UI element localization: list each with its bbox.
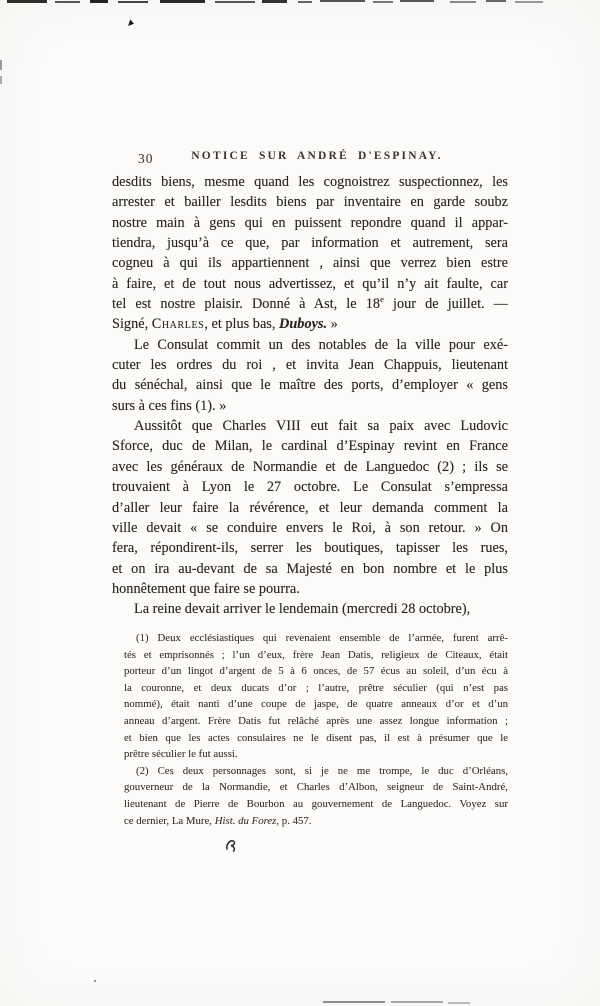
text-segment: tés et emprisonnés ; l’un d’eux, frère Jean Datis, religieux de Citeaux, était [124, 648, 508, 661]
ink-ornament [225, 838, 238, 852]
text-segment: nostre main à gens qui en puissent repondre quand il appar- [112, 214, 508, 231]
text-segment: Le Consulat commit un des notables de la ville pour exé- [134, 336, 508, 353]
text-line [124, 779, 508, 796]
text-segment: tiendra, jusqu’à ce que, par information et autrement, sera [112, 235, 508, 252]
text-line [124, 746, 508, 763]
text-line [112, 579, 508, 599]
text-line [112, 477, 508, 497]
text-segment: Aussitôt que Charles VIII eut fait sa paix avec Ludovic [134, 418, 508, 435]
text-segment: Sforce, duc de Milan, le cardinal d’Espinay revint en France [112, 438, 508, 455]
scan-artifact [90, 0, 108, 3]
scan-artifact [0, 76, 2, 84]
paragraph [112, 416, 508, 599]
text-line [124, 713, 508, 730]
text-segment: desdits biens, mesme quand les cognoistrez suspectionnez, les [112, 174, 508, 190]
text-line [112, 436, 508, 456]
scan-artifact [298, 1, 312, 3]
scan-artifact [450, 1, 476, 3]
scan-artifact [262, 0, 287, 3]
text-segment: la couronne, et deux ducats d’or ; l’autre, prêtre séculier (qui n’est pas [124, 681, 508, 694]
text-line [124, 680, 508, 697]
text-segment: jour de juillet. — [383, 296, 508, 313]
text-segment: anneau d’argent. Frère Datis fut relâché après une assez longue information ; [124, 714, 508, 727]
text-segment: , et plus bas, [204, 316, 280, 333]
scan-artifact [400, 0, 434, 2]
paragraph [112, 172, 508, 335]
scan-artifact [373, 1, 393, 3]
text-segment: cogneu à qui ils appartiennent , ainsi que verrez bien estre [112, 255, 508, 272]
text-line [124, 796, 508, 813]
text-segment: et on ira au-devant de sa Majesté en bon nombre et le plus [112, 560, 508, 577]
scan-artifact [448, 1002, 470, 1004]
text-line [112, 172, 508, 192]
page-header [112, 150, 508, 168]
text-segment: d’aller leur faire la révérence, et leur demanda comment la [112, 499, 508, 516]
text-line [124, 663, 508, 680]
scan-artifact [94, 980, 96, 982]
text-line [124, 763, 508, 780]
text-segment: nommé), était nanti d’une coupe de jaspe, de quatre anneaux d’or et d’un [124, 698, 508, 711]
text-line [112, 192, 508, 212]
text-line [112, 253, 508, 273]
squiggle-icon [225, 838, 238, 852]
text-segment: La reine devait arriver le lendemain (mercredi 28 octobre), [134, 601, 471, 618]
scan-artifact [515, 1, 543, 3]
scan-artifact [118, 1, 148, 3]
text-line [112, 518, 508, 538]
text-line [112, 538, 508, 558]
text-line [112, 213, 508, 233]
text-segment: cuter les ordres du roi , et invita Jean Chappuis, lieutenant [112, 357, 508, 374]
scan-artifact [486, 0, 506, 2]
footnotes [124, 630, 508, 829]
text-segment: honnêtement que faire se pourra. [112, 580, 300, 597]
text-line [112, 335, 508, 355]
text-line [124, 730, 508, 747]
text-line [112, 274, 508, 294]
text-segment: avec les généraux de Normandie et de Languedoc (2) ; ils se [112, 458, 508, 475]
scan-artifact [7, 0, 47, 3]
text-segment: (1) Deux ecclésiastiques qui revenaient ensemble de l’armée, furent arrê- [136, 632, 508, 644]
text-segment: Charles [151, 316, 205, 333]
text-line [124, 813, 508, 830]
text-segment: fera, répondirent-ils, serrer les boutiques, tapisser les rues, [112, 540, 508, 557]
running-title: NOTICE SUR ANDRÉ D'ESPINAY. [191, 150, 443, 162]
text-line [112, 294, 508, 314]
footnote [124, 763, 508, 829]
page-number: 30 [138, 151, 154, 166]
text-segment: ville devait « se conduire envers le Roi, à son retour. » On [112, 519, 508, 536]
text-segment: Signé, [112, 316, 152, 333]
text-segment: p. 457. [279, 814, 312, 827]
text-segment: (2) Ces deux personnages sont, si je ne me trompe, le duc d’Orléans, [136, 764, 508, 777]
text-segment: trouvaient à Lyon le 27 octobre. Le Consulat s’empressa [112, 479, 508, 496]
ink-blot [128, 19, 135, 27]
scan-artifact [160, 0, 205, 3]
scan-artifact [391, 1001, 443, 1003]
text-segment: à faire, et de tout nous advertissez, et qu’il n’y ait faulte, car [112, 275, 508, 292]
text-line [124, 696, 508, 713]
scan-artifact [215, 1, 255, 3]
text-line [112, 355, 508, 375]
text-line [112, 559, 508, 579]
text-segment: surs à ces fins (1). » [112, 397, 227, 414]
text-segment: Duboys. [279, 316, 328, 333]
text-segment: gouverneur de la Normandie, et Charles d’Albon, seigneur de Saint-André, [124, 781, 508, 794]
text-line [112, 457, 508, 477]
text-segment: du sénéchal, ainsi que le maître des ports, d’employer « gens [112, 377, 508, 394]
footnote [124, 630, 508, 763]
text-segment: Hist. du Forez, [214, 814, 280, 827]
paragraph [112, 599, 508, 619]
paragraph [112, 335, 508, 416]
text-segment: lieutenant de Pierre de Bourbon au gouvernement de Languedoc. Voyez sur [124, 797, 508, 810]
scan-artifact [55, 1, 80, 3]
text-line [112, 396, 508, 416]
body-text [112, 172, 508, 620]
scan-artifact [0, 60, 2, 70]
text-line [112, 599, 508, 619]
scan-artifact [323, 1001, 385, 1003]
text-line [112, 314, 508, 334]
text-segment: prêtre séculier le fut aussi. [124, 748, 238, 761]
text-segment: tel est nostre plaisir. Donné à Ast, le 18 [112, 296, 380, 313]
text-segment: porteur d’un lingot d’argent de 5 à 6 onces, de 57 écus au soleil, d’un écu à [124, 665, 508, 678]
text-segment: e [380, 294, 384, 305]
text-segment: » [327, 316, 338, 333]
text-line [112, 498, 508, 518]
text-segment: arrester et bailler lesdits biens par inventaire en garde soubz [112, 194, 508, 211]
text-line [112, 416, 508, 436]
scan-artifact [320, 0, 365, 2]
text-segment: ce dernier, La Mure, [124, 814, 215, 827]
text-line [112, 375, 508, 395]
text-line [112, 233, 508, 253]
text-segment: et bien que les actes consulaires ne le disent pas, il est à présumer que le [124, 731, 508, 744]
text-line [124, 647, 508, 664]
text-line [124, 630, 508, 647]
